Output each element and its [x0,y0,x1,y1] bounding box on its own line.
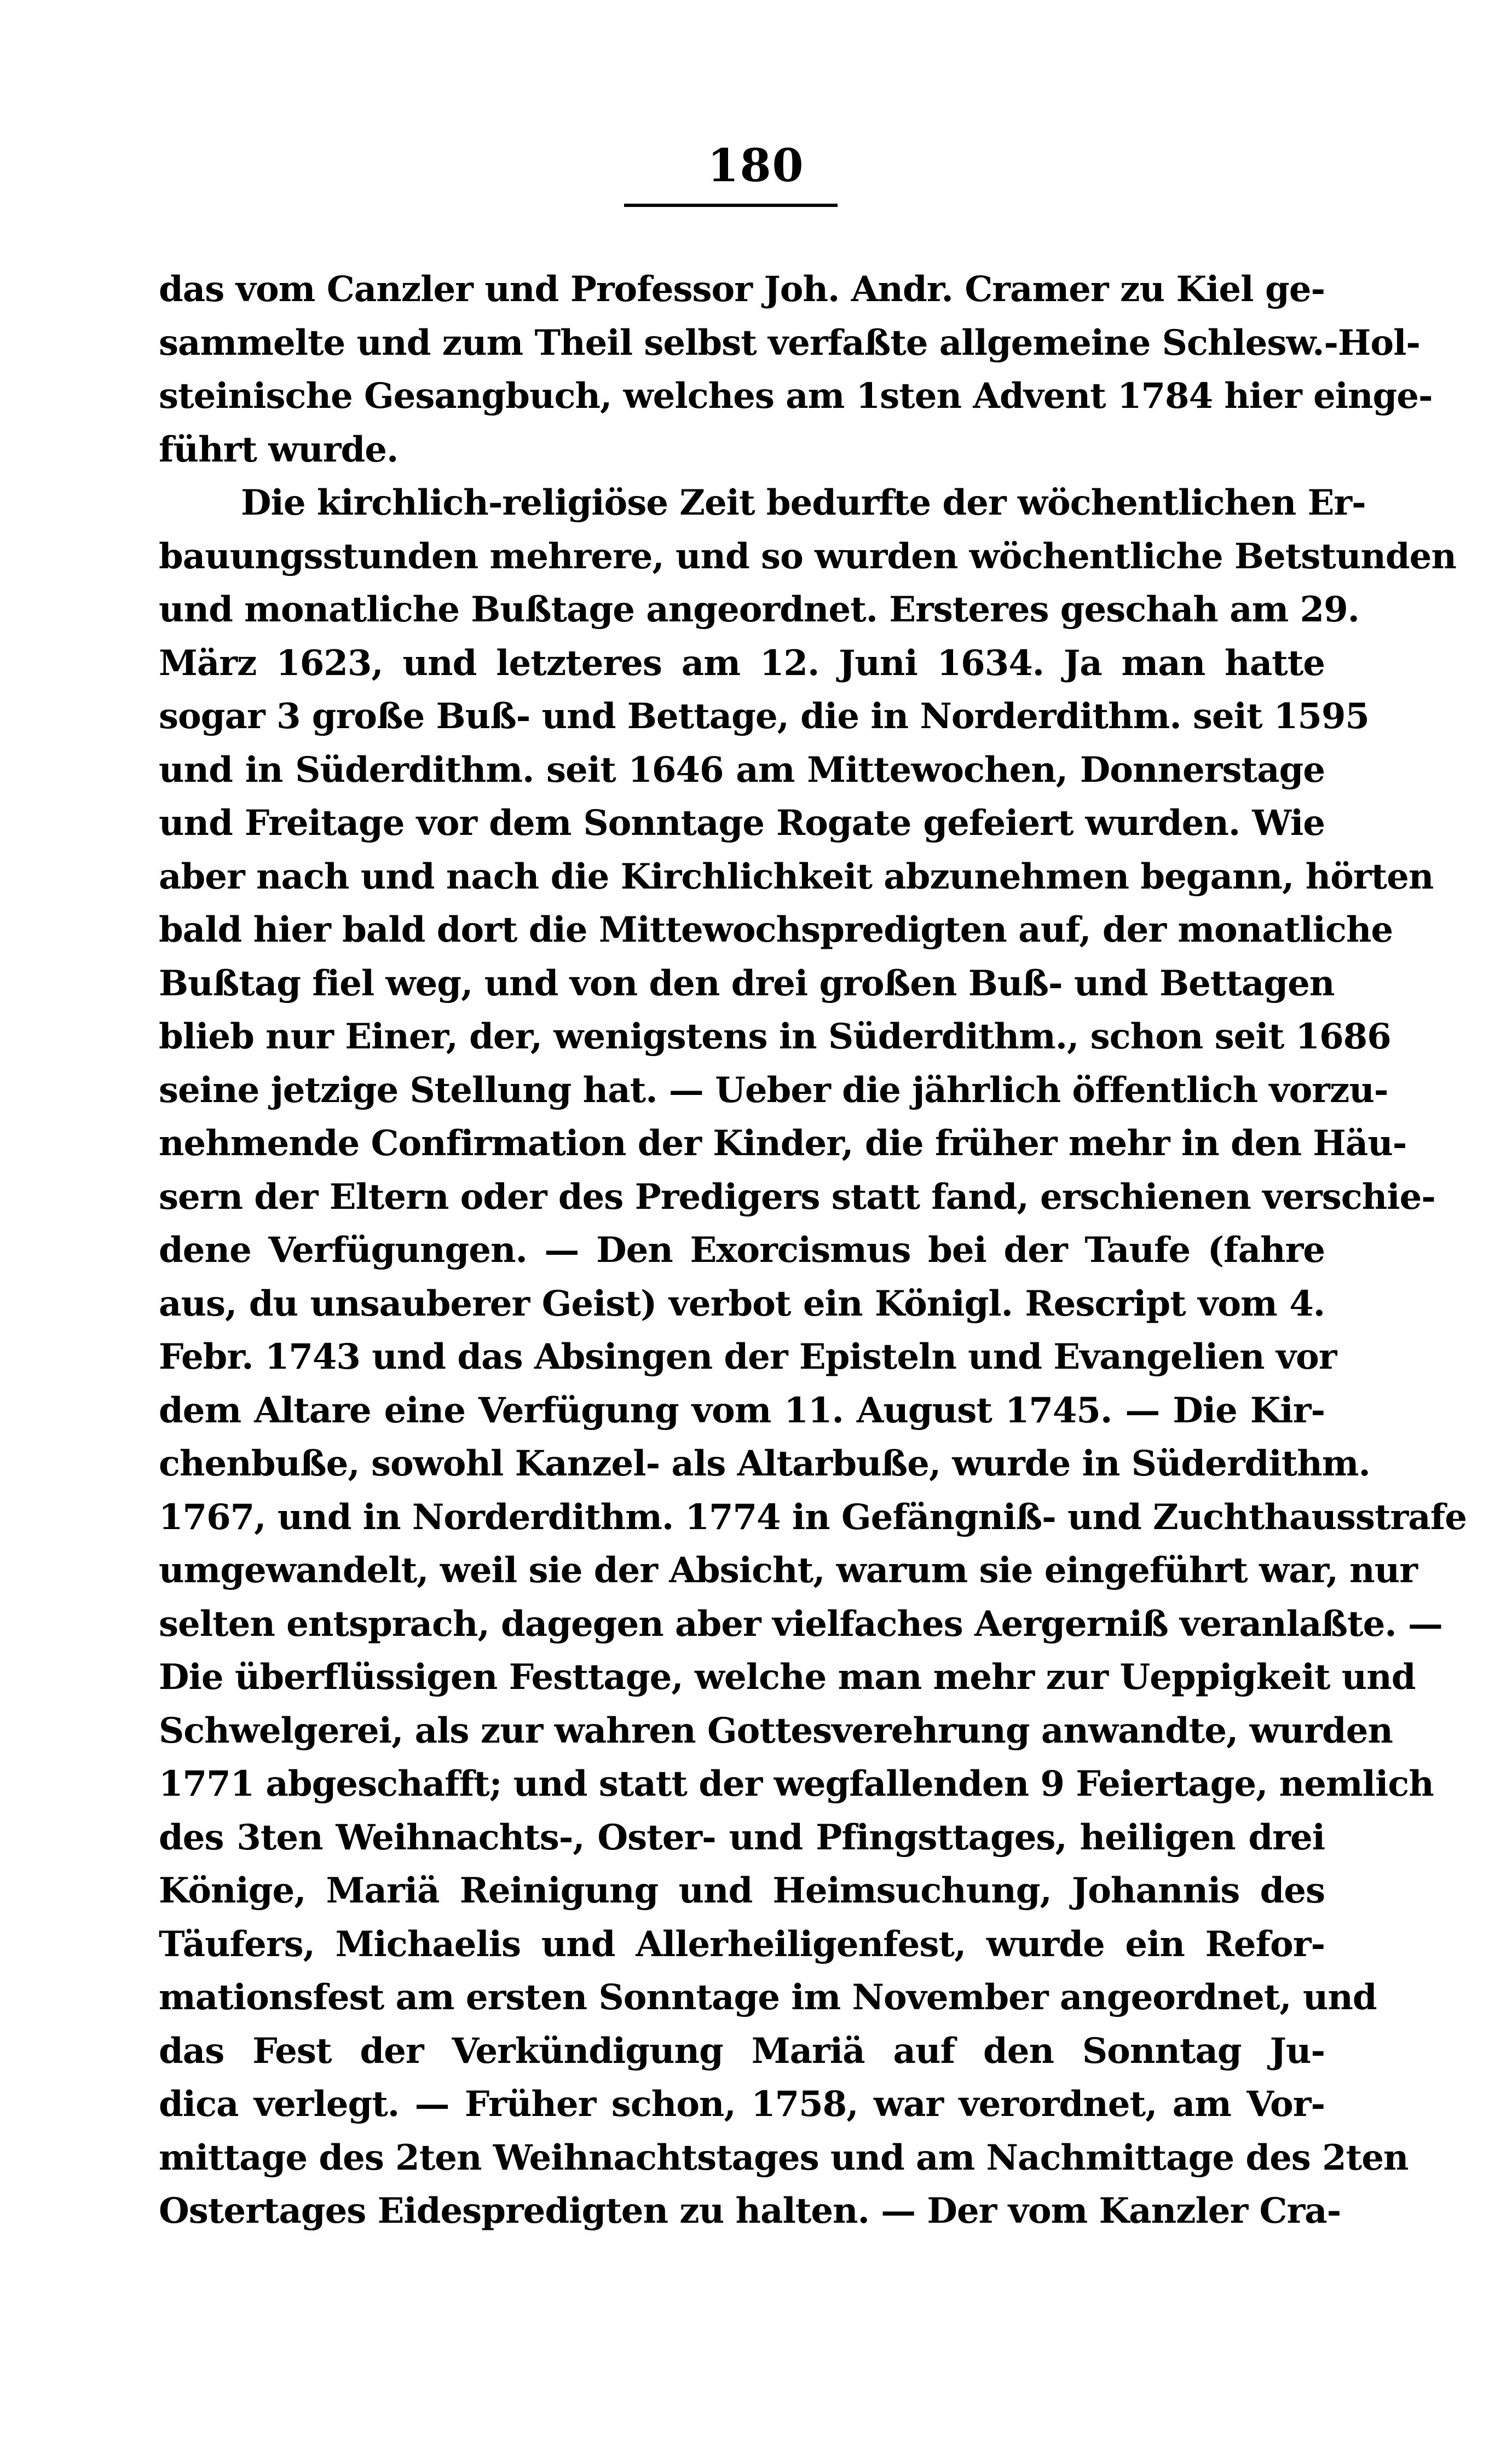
text-line: seine jetzige Stellung hat. — Ueber die jährlich öffentlich vorzu- [159,1069,1388,1111]
text-line: steinische Gesangbuch, welches am 1sten Advent 1784 hier einge- [159,376,1433,417]
text-line: bald hier bald dort die Mittewochspredigten auf, der monatliche [159,909,1393,950]
text-line: dica verlegt. — Früher schon, 1758, war verordnet, am Vor- [159,2084,1325,2125]
text-line: sogar 3 große Buß- und Bettage, die in Norderdithm. seit 1595 [159,696,1369,737]
text-line: Täufers, Michaelis und Allerheiligenfest, wurde ein Refor- [159,1923,1325,1965]
header-rule [624,204,838,207]
text-line: Febr. 1743 und das Absingen der Episteln und Evangelien vor [159,1336,1337,1377]
text-line: blieb nur Einer, der, wenigstens in Süderdithm., schon seit 1686 [159,1016,1391,1057]
body-text [159,263,1467,2238]
text-line: Schwelgerei, als zur wahren Gottesverehrung anwandte, wurden [159,1710,1393,1751]
text-line: 1767, und in Norderdithm. 1774 in Gefängniß- und Zuchthausstrafe [159,1496,1467,1538]
text-line: März 1623, und letzteres am 12. Juni 1634. Ja man hatte [159,642,1325,684]
text-line: aus, du unsauberer Geist) verbot ein Königl. Rescript vom 4. [159,1283,1325,1324]
page-number: 180 [707,140,805,192]
text-line: dene Verfügungen. — Den Exorcismus bei der Taufe (fahre [159,1230,1325,1271]
text-line: des 3ten Weihnachts-, Oster- und Pfingsttages, heiligen drei [159,1817,1325,1858]
text-line: mationsfest am ersten Sonntage im November angeordnet, und [159,1977,1377,2018]
text-line: das Fest der Verkündigung Mariä auf den Sonntag Ju- [159,2030,1325,2072]
text-line: Die überflüssigen Festtage, welche man mehr zur Ueppigkeit und [159,1657,1416,1698]
text-line: führt wurde. [159,429,399,470]
text-line: chenbuße, sowohl Kanzel- als Altarbuße, wurde in Süderdithm. [159,1443,1370,1484]
text-line: 1771 abgeschafft; und statt der wegfallenden 9 Feiertage, nemlich [159,1763,1434,1804]
text-line: das vom Canzler und Professor Joh. Andr. Cramer zu Kiel ge- [159,269,1325,310]
text-line: selten entsprach, dagegen aber vielfaches Aergerniß veranlaßte. — [159,1603,1442,1645]
text-line: umgewandelt, weil sie der Absicht, warum sie eingeführt war, nur [159,1550,1417,1591]
text-line: sammelte und zum Theil selbst verfaßte allgemeine Schlesw.-Hol- [159,322,1420,364]
text-line: dem Altare eine Verfügung vom 11. August 1745. — Die Kir- [159,1389,1325,1431]
text-line: Bußtag fiel weg, und von den drei großen Buß- und Bettagen [159,962,1335,1004]
text-line: bauungsstunden mehrere, und so wurden wöchentliche Betstunden [159,535,1456,577]
text-line: mittage des 2ten Weihnachtstages und am Nachmittage des 2ten [159,2137,1409,2178]
text-line: Die kirchlich-religiöse Zeit bedurfte der wöchentlichen Er- [241,482,1366,523]
text-line: Könige, Mariä Reinigung und Heimsuchung, Johannis des [159,1870,1325,1911]
text-line: Ostertages Eidespredigten zu halten. — Der vom Kanzler Cra- [159,2190,1341,2231]
text-line: und Freitage vor dem Sonntage Rogate gefeiert wurden. Wie [159,803,1325,844]
text-line: nehmende Confirmation der Kinder, die früher mehr in den Häu- [159,1123,1407,1164]
text-line: aber nach und nach die Kirchlichkeit abzunehmen begann, hörten [159,856,1434,897]
text-line: und in Süderdithm. seit 1646 am Mittewochen, Donnerstage [159,749,1325,791]
text-line: sern der Eltern oder des Predigers statt fand, erschienen verschie- [159,1176,1435,1218]
text-line: und monatliche Bußtage angeordnet. Ersteres geschah am 29. [159,589,1359,630]
